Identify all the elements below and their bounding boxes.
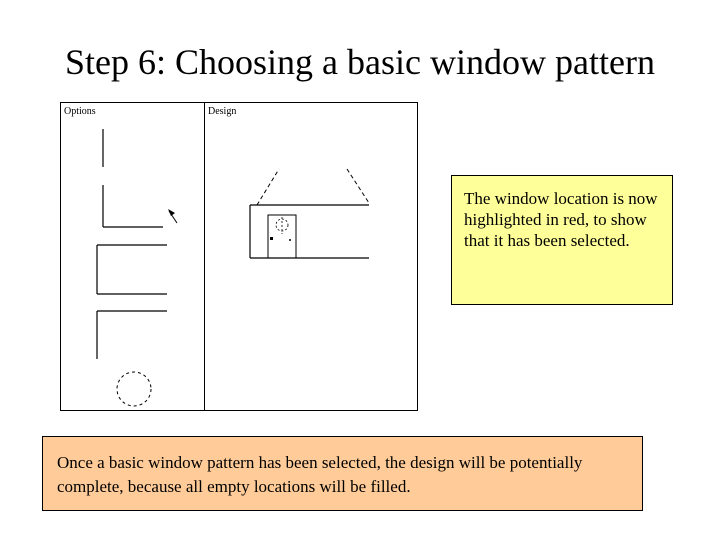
slide-title: Step 6: Choosing a basic window pattern [65, 42, 655, 82]
note-box: The window location is now highlighted in red, to show that it has been selected. [451, 175, 673, 305]
design-label: Design [208, 106, 237, 117]
option-angle-shape[interactable] [97, 311, 167, 359]
option-bracket-shape[interactable] [97, 245, 167, 294]
options-design-panel [60, 102, 418, 411]
option-corner-shape[interactable] [103, 185, 163, 227]
options-label: Options [64, 106, 96, 117]
panel-drawings [61, 103, 419, 412]
caption-box: Once a basic window pattern has been selected, the design will be potentially complete, because all empty locations will be filled. [42, 436, 643, 511]
cursor-arrow-icon [168, 209, 177, 223]
design-door [268, 215, 296, 258]
option-dashed-circle[interactable] [117, 372, 151, 406]
